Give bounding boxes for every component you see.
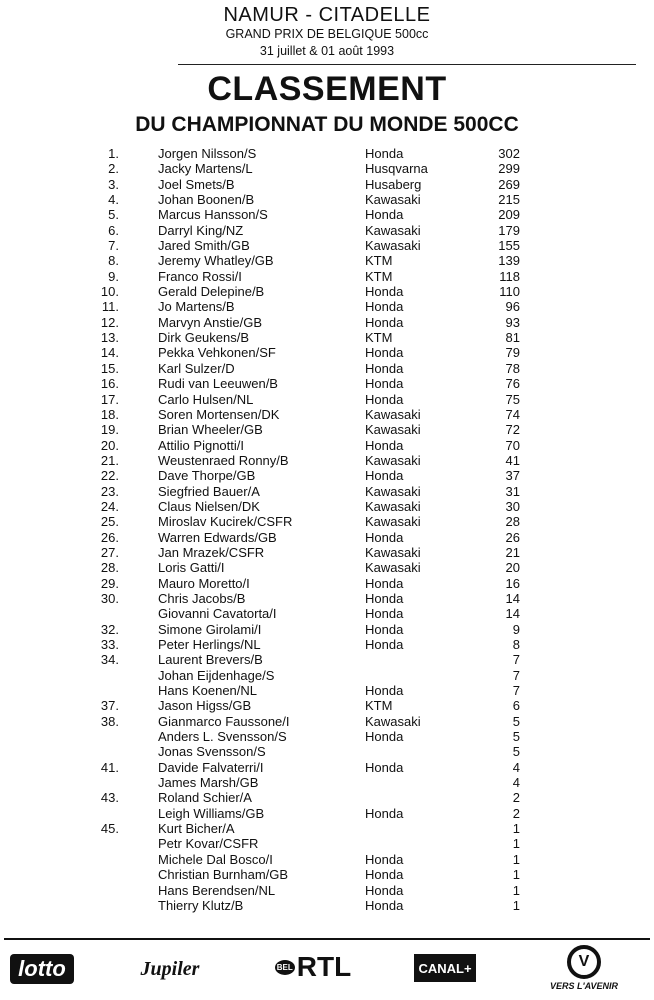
table-row	[0, 652, 654, 667]
rider-cell: Michele Dal Bosco/I	[158, 851, 273, 867]
table-row	[0, 376, 654, 391]
position-cell: 37.	[100, 698, 119, 714]
rider-cell: Attilio Pignotti/I	[158, 437, 244, 453]
rider-cell: Warren Edwards/GB	[158, 529, 277, 545]
rider-cell: Giovanni Cavatorta/I	[158, 606, 277, 622]
position-cell: 7.	[108, 238, 119, 254]
table-row	[0, 867, 654, 882]
rtl-badge: BEL	[275, 960, 295, 975]
position-cell: 30.	[100, 590, 119, 606]
position-cell: 33.	[100, 637, 119, 652]
rider-cell: Laurent Brevers/B	[158, 652, 263, 668]
page-subtitle: DU CHAMPIONNAT DU MONDE 500CC	[135, 113, 519, 136]
table-row	[0, 591, 654, 606]
points-cell: 110	[499, 284, 520, 300]
rider-cell: Brian Wheeler/GB	[158, 422, 263, 438]
rider-cell: Soren Mortensen/DK	[158, 406, 280, 422]
rider-cell: Roland Schier/A	[158, 790, 252, 806]
table-row	[0, 514, 654, 529]
make-cell: Honda	[365, 606, 404, 622]
make-cell: Honda	[365, 529, 404, 545]
page-title: CLASSEMENT	[207, 70, 447, 108]
vers-l-avenir-logo	[548, 940, 620, 996]
rtl-logo	[276, 950, 352, 984]
rider-cell: Anders L. Svensson/S	[158, 729, 287, 745]
points-cell: 4	[512, 775, 520, 791]
table-row	[0, 836, 654, 851]
rider-cell: Karl Sulzer/D	[158, 360, 235, 376]
make-cell: Kawasaki	[365, 222, 421, 238]
table-row	[0, 806, 654, 821]
points-cell: 14	[505, 606, 520, 622]
table-row	[0, 883, 654, 898]
make-cell: Honda	[365, 882, 404, 898]
make-cell: KTM	[365, 330, 393, 346]
points-cell: 21	[505, 544, 520, 560]
points-cell: 118	[499, 268, 520, 284]
table-row	[0, 407, 654, 422]
table-row	[0, 453, 654, 468]
make-cell: Kawasaki	[365, 406, 421, 422]
table-row	[0, 606, 654, 621]
points-cell: 4	[512, 759, 520, 775]
make-cell: KTM	[365, 698, 393, 714]
rider-cell: Claus Nielsen/DK	[158, 498, 260, 514]
make-cell: Kawasaki	[365, 544, 421, 560]
rider-cell: Marvyn Anstie/GB	[158, 314, 263, 330]
points-cell: 74	[505, 406, 520, 422]
sponsor-footer	[0, 938, 654, 1000]
make-cell: Honda	[365, 590, 404, 606]
rider-cell: Jo Martens/B	[158, 299, 235, 315]
table-row	[0, 668, 654, 683]
points-cell: 9	[512, 621, 520, 637]
table-row	[0, 330, 654, 345]
make-cell: Honda	[365, 391, 404, 407]
table-row	[0, 161, 654, 176]
table-row	[0, 530, 654, 545]
make-cell: Honda	[365, 284, 404, 300]
make-cell: Honda	[365, 637, 404, 652]
table-row	[0, 545, 654, 560]
make-cell: Honda	[365, 314, 404, 330]
table-row	[0, 422, 654, 437]
points-cell: 70	[505, 437, 520, 453]
rider-cell: Thierry Klutz/B	[158, 897, 244, 913]
points-cell: 7	[512, 652, 520, 668]
rider-cell: Leigh Williams/GB	[158, 805, 265, 821]
table-row	[0, 207, 654, 222]
make-cell: Husaberg	[365, 176, 422, 192]
points-cell: 1	[512, 867, 520, 883]
table-row	[0, 177, 654, 192]
make-cell: Honda	[365, 867, 404, 883]
points-cell: 79	[505, 345, 520, 361]
rider-cell: Darryl King/NZ	[158, 222, 244, 238]
points-cell: 37	[505, 468, 520, 484]
rider-cell: Gianmarco Faussone/I	[158, 713, 290, 729]
make-cell: Honda	[365, 345, 404, 361]
position-cell: 34.	[100, 652, 119, 668]
position-cell: 18.	[100, 406, 119, 422]
event-name: GRAND PRIX DE BELGIQUE 500cc	[225, 27, 429, 41]
points-cell: 72	[505, 422, 520, 438]
position-cell: 25.	[100, 514, 119, 530]
position-cell: 14.	[100, 345, 119, 361]
vers-l-avenir-text: VERS L'AVENIR	[550, 981, 618, 991]
points-cell: 26	[505, 529, 520, 545]
make-cell: KTM	[365, 268, 393, 284]
table-row	[0, 499, 654, 514]
table-row	[0, 361, 654, 376]
rider-cell: Chris Jacobs/B	[158, 590, 246, 606]
make-cell: Husqvarna	[365, 161, 428, 177]
points-cell: 1	[512, 882, 520, 898]
position-cell: 20.	[100, 437, 119, 453]
position-cell: 8.	[108, 253, 119, 269]
rider-cell: Jared Smith/GB	[158, 238, 250, 254]
rider-cell: Rudi van Leeuwen/B	[158, 376, 278, 392]
points-cell: 269	[498, 176, 520, 192]
table-row	[0, 775, 654, 790]
table-row	[0, 484, 654, 499]
position-cell: 24.	[100, 498, 119, 514]
rider-cell: Hans Berendsen/NL	[158, 882, 276, 898]
make-cell: Honda	[365, 437, 404, 453]
make-cell: Kawasaki	[365, 498, 421, 514]
rider-cell: Jan Mrazek/CSFR	[158, 544, 265, 560]
position-cell: 38.	[100, 713, 119, 729]
make-cell: Honda	[365, 729, 404, 745]
table-row	[0, 438, 654, 453]
position-cell: 41.	[100, 759, 119, 775]
make-cell: Kawasaki	[365, 422, 421, 438]
points-cell: 7	[512, 683, 520, 699]
make-cell: Honda	[365, 376, 404, 392]
position-cell: 2.	[108, 161, 119, 177]
make-cell: Kawasaki	[365, 713, 421, 729]
points-cell: 96	[505, 299, 520, 315]
make-cell: Kawasaki	[365, 560, 421, 576]
table-row	[0, 299, 654, 314]
table-row	[0, 560, 654, 575]
table-row	[0, 852, 654, 867]
points-cell: 179	[498, 222, 520, 238]
make-cell: KTM	[365, 253, 393, 269]
position-cell: 22.	[100, 468, 119, 484]
make-cell: Honda	[365, 299, 404, 315]
points-cell: 8	[512, 637, 520, 652]
rider-cell: Christian Burnham/GB	[158, 867, 289, 883]
position-cell: 17.	[100, 391, 119, 407]
points-cell: 14	[505, 590, 520, 606]
table-row	[0, 790, 654, 805]
table-row	[0, 821, 654, 836]
points-cell: 1	[512, 851, 520, 867]
points-cell: 155	[498, 238, 520, 254]
make-cell: Honda	[365, 575, 404, 591]
points-cell: 1	[512, 897, 520, 913]
points-cell: 31	[505, 483, 520, 499]
position-cell: 10.	[100, 284, 119, 300]
make-cell: Honda	[365, 851, 404, 867]
points-cell: 75	[505, 391, 520, 407]
points-cell: 93	[505, 314, 520, 330]
table-row	[0, 622, 654, 637]
canal-plus-logo: CANAL+	[414, 954, 476, 982]
make-cell: Honda	[365, 805, 404, 821]
rider-cell: Carlo Hulsen/NL	[158, 391, 254, 407]
rider-cell: Jeremy Whatley/GB	[158, 253, 274, 269]
points-cell: 41	[505, 452, 520, 468]
position-cell: 13.	[100, 330, 119, 346]
jupiler-logo: Jupiler	[140, 957, 200, 980]
rider-cell: Hans Koenen/NL	[158, 683, 258, 699]
rtl-wordmark: RTL	[296, 951, 352, 982]
rider-cell: Siegfried Bauer/A	[158, 483, 260, 499]
rider-cell: Davide Falvaterri/I	[158, 759, 264, 775]
points-cell: 78	[505, 360, 520, 376]
rider-cell: Joel Smets/B	[158, 176, 235, 192]
vers-emblem-icon: V	[567, 945, 601, 979]
position-cell: 1.	[108, 146, 119, 161]
points-cell: 139	[498, 253, 520, 269]
points-cell: 30	[505, 498, 520, 514]
table-row	[0, 392, 654, 407]
rider-cell: Pekka Vehkonen/SF	[158, 345, 276, 361]
make-cell: Honda	[365, 621, 404, 637]
points-cell: 76	[505, 376, 520, 392]
make-cell: Kawasaki	[365, 483, 421, 499]
rider-cell: Weustenraed Ronny/B	[158, 452, 289, 468]
make-cell: Honda	[365, 897, 404, 913]
make-cell: Kawasaki	[365, 238, 421, 254]
table-row	[0, 683, 654, 698]
rider-cell: Johan Boonen/B	[158, 192, 255, 208]
table-row	[0, 637, 654, 652]
make-cell: Kawasaki	[365, 514, 421, 530]
table-row	[0, 284, 654, 299]
position-cell: 21.	[100, 452, 119, 468]
position-cell: 16.	[100, 376, 119, 392]
rider-cell: James Marsh/GB	[158, 775, 259, 791]
points-cell: 28	[505, 514, 520, 530]
table-row	[0, 253, 654, 268]
points-cell: 20	[505, 560, 520, 576]
points-cell: 81	[505, 330, 520, 346]
table-row	[0, 223, 654, 238]
make-cell: Honda	[365, 468, 404, 484]
position-cell: 29.	[100, 575, 119, 591]
position-cell: 12.	[100, 314, 119, 330]
position-cell: 4.	[108, 192, 119, 208]
table-row	[0, 345, 654, 360]
position-cell: 5.	[108, 207, 119, 223]
points-cell: 2	[512, 790, 520, 806]
header-divider	[178, 64, 636, 65]
table-row	[0, 576, 654, 591]
points-cell: 302	[498, 146, 520, 161]
rider-cell: Dirk Geukens/B	[158, 330, 250, 346]
points-cell: 5	[512, 713, 520, 729]
make-cell: Honda	[365, 759, 404, 775]
position-cell: 15.	[100, 360, 119, 376]
rider-cell: Jonas Svensson/S	[158, 744, 266, 760]
position-cell: 6.	[108, 222, 119, 238]
position-cell: 3.	[108, 176, 119, 192]
table-row	[0, 146, 654, 161]
position-cell: 45.	[100, 821, 119, 837]
points-cell: 1	[512, 821, 520, 837]
standings-table	[0, 146, 654, 913]
table-row	[0, 698, 654, 713]
rider-cell: Kurt Bicher/A	[158, 821, 235, 837]
table-row	[0, 468, 654, 483]
make-cell: Kawasaki	[365, 192, 421, 208]
rider-cell: Simone Girolami/I	[158, 621, 262, 637]
rider-cell: Jorgen Nilsson/S	[158, 146, 257, 161]
table-row	[0, 192, 654, 207]
points-cell: 6	[512, 698, 520, 714]
table-row	[0, 714, 654, 729]
rider-cell: Gerald Delepine/B	[158, 284, 265, 300]
position-cell: 9.	[108, 268, 119, 284]
position-cell: 19.	[100, 422, 119, 438]
table-row	[0, 269, 654, 284]
lotto-logo: lotto	[10, 954, 74, 984]
points-cell: 5	[512, 744, 520, 760]
points-cell: 299	[498, 161, 520, 177]
table-row	[0, 315, 654, 330]
position-cell: 27.	[100, 544, 119, 560]
make-cell: Honda	[365, 683, 404, 699]
table-row	[0, 238, 654, 253]
points-cell: 209	[498, 207, 520, 223]
make-cell: Honda	[365, 146, 404, 161]
points-cell: 5	[512, 729, 520, 745]
rider-cell: Petr Kovar/CSFR	[158, 836, 259, 852]
position-cell: 26.	[100, 529, 119, 545]
position-cell: 11.	[101, 299, 119, 315]
make-cell: Kawasaki	[365, 452, 421, 468]
rider-cell: Mauro Moretto/I	[158, 575, 250, 591]
rider-cell: Peter Herlings/NL	[158, 637, 261, 652]
rider-cell: Franco Rossi/I	[158, 268, 242, 284]
rider-cell: Dave Thorpe/GB	[158, 468, 256, 484]
venue-heading: NAMUR - CITADELLE	[223, 4, 431, 26]
rider-cell: Jacky Martens/L	[158, 161, 253, 177]
points-cell: 16	[505, 575, 520, 591]
event-dates: 31 juillet & 01 août 1993	[259, 44, 395, 58]
rider-cell: Jason Higss/GB	[158, 698, 252, 714]
position-cell: 32.	[100, 621, 119, 637]
rider-cell: Loris Gatti/I	[158, 560, 225, 576]
position-cell: 23.	[100, 483, 119, 499]
table-row	[0, 744, 654, 759]
rider-cell: Marcus Hansson/S	[158, 207, 268, 223]
table-row	[0, 760, 654, 775]
points-cell: 215	[498, 192, 520, 208]
rider-cell: Miroslav Kucirek/CSFR	[158, 514, 293, 530]
make-cell: Honda	[365, 207, 404, 223]
make-cell: Honda	[365, 360, 404, 376]
table-row	[0, 729, 654, 744]
position-cell: 43.	[100, 790, 119, 806]
table-row	[0, 898, 654, 913]
rider-cell: Johan Eijdenhage/S	[158, 667, 275, 683]
points-cell: 1	[512, 836, 520, 852]
points-cell: 2	[512, 805, 520, 821]
position-cell: 28.	[100, 560, 119, 576]
points-cell: 7	[512, 667, 520, 683]
